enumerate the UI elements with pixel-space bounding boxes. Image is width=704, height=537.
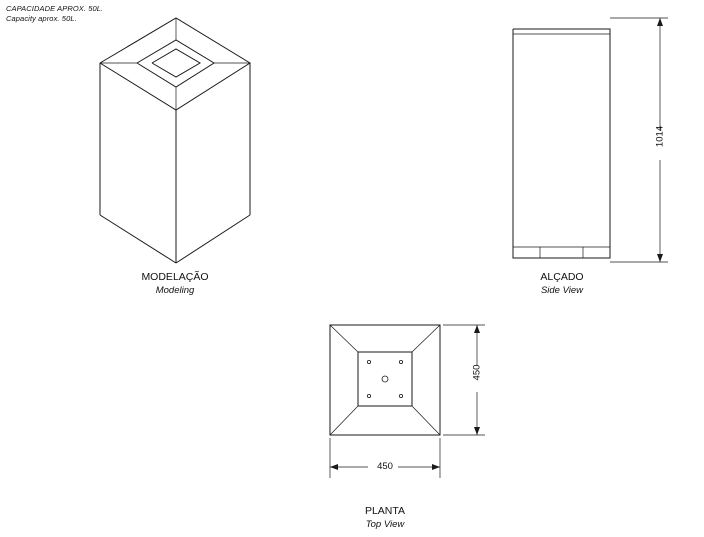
caption-modeling-en: Modeling [155,285,195,296]
caption-top-view-en: Top View [365,519,405,530]
capacity-note-pt: CAPACIDADE APROX. 50L. [6,4,104,13]
caption-top-view-pt: PLANTA [364,505,406,517]
caption-top-view [285,505,485,531]
dimension-height-1014: 1014 [654,125,666,148]
dimension-plan-depth-450: 450 [471,364,483,381]
capacity-note-en: Capacity aprox. 50L. [6,14,77,23]
caption-side-view-pt: ALÇADO [540,271,584,283]
caption-modeling-pt: MODELAÇÃO [141,271,209,283]
caption-modeling [75,271,275,297]
caption-side-view-en: Side View [540,285,584,296]
dimension-plan-width-450: 450 [377,461,393,472]
caption-side-view [462,271,662,297]
